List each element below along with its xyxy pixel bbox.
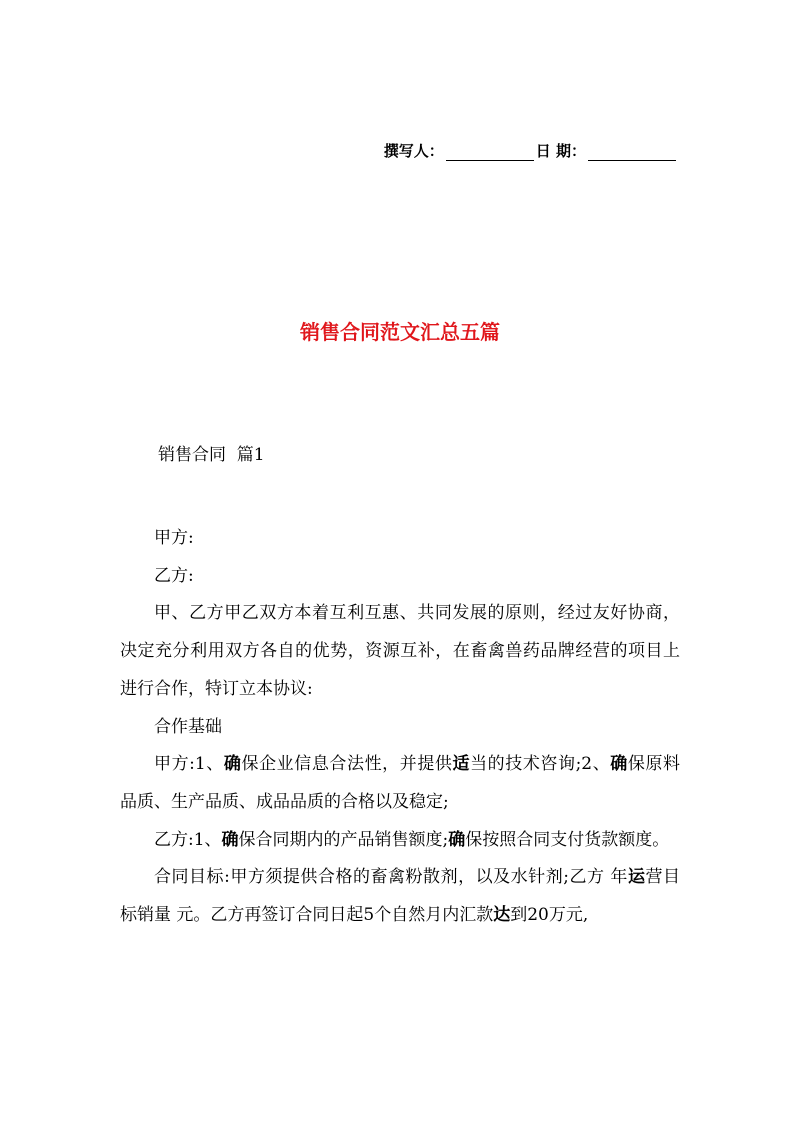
text-run-bold: 确: [610, 754, 628, 775]
text-run: 保企业信息合法性，并提供: [241, 754, 453, 775]
text-run: 营目标销量 元。乙方再签订合同日起5个自然月内汇款: [120, 867, 681, 926]
text-run-bold: 确: [221, 829, 239, 850]
text-run: 乙方:1、: [154, 829, 222, 850]
text-run-bold: 确: [223, 754, 242, 775]
text-run: 保合同期内的产品销售额度;: [238, 829, 449, 850]
author-blank: [446, 144, 534, 161]
body-text: [120, 520, 680, 935]
text-run-bold: 适: [452, 754, 471, 775]
paragraph-party-b-duties: [120, 822, 680, 860]
text-run: 到20万元,: [510, 905, 589, 926]
text-run: 保按照合同支付货款额度。: [465, 829, 670, 850]
date-label: 日 期：: [535, 142, 586, 160]
paragraph-party-a-duties: [120, 746, 680, 821]
text-run: 保原料品质、生产品质、成品品质的合格以及稳定;: [120, 754, 681, 812]
author-label: 撰写人：: [383, 142, 444, 160]
header-signature-line: [384, 140, 678, 161]
paragraph-cooperation-basis: 合作基础: [154, 716, 222, 737]
text-run: 甲方:1、: [154, 754, 224, 775]
paragraph-intro: 甲、乙方甲乙双方本着互利互惠、共同发展的原则，经过友好协商，决定充分利用双方各自的优势，资源互补，在畜禽兽药品牌经营的项目上进行合作，特订立本协议:: [120, 603, 680, 699]
text-run-bold: 达: [493, 905, 511, 926]
text-run-bold: 确: [448, 829, 466, 850]
text-run-bold: 运: [627, 867, 646, 888]
document-title: 销售合同范文汇总五篇: [300, 320, 500, 344]
date-blank: [588, 144, 676, 161]
text-run: 合同目标:甲方须提供合格的畜禽粉散剂，以及水针剂;乙方 年: [154, 867, 628, 888]
paragraph-party-b: 乙方:: [154, 565, 194, 586]
paragraph-party-a: 甲方:: [154, 528, 194, 548]
text-run: 当的技术咨询;2、: [470, 754, 611, 775]
section-heading: 销售合同 篇1: [158, 445, 265, 465]
paragraph-contract-goal: [120, 859, 680, 934]
